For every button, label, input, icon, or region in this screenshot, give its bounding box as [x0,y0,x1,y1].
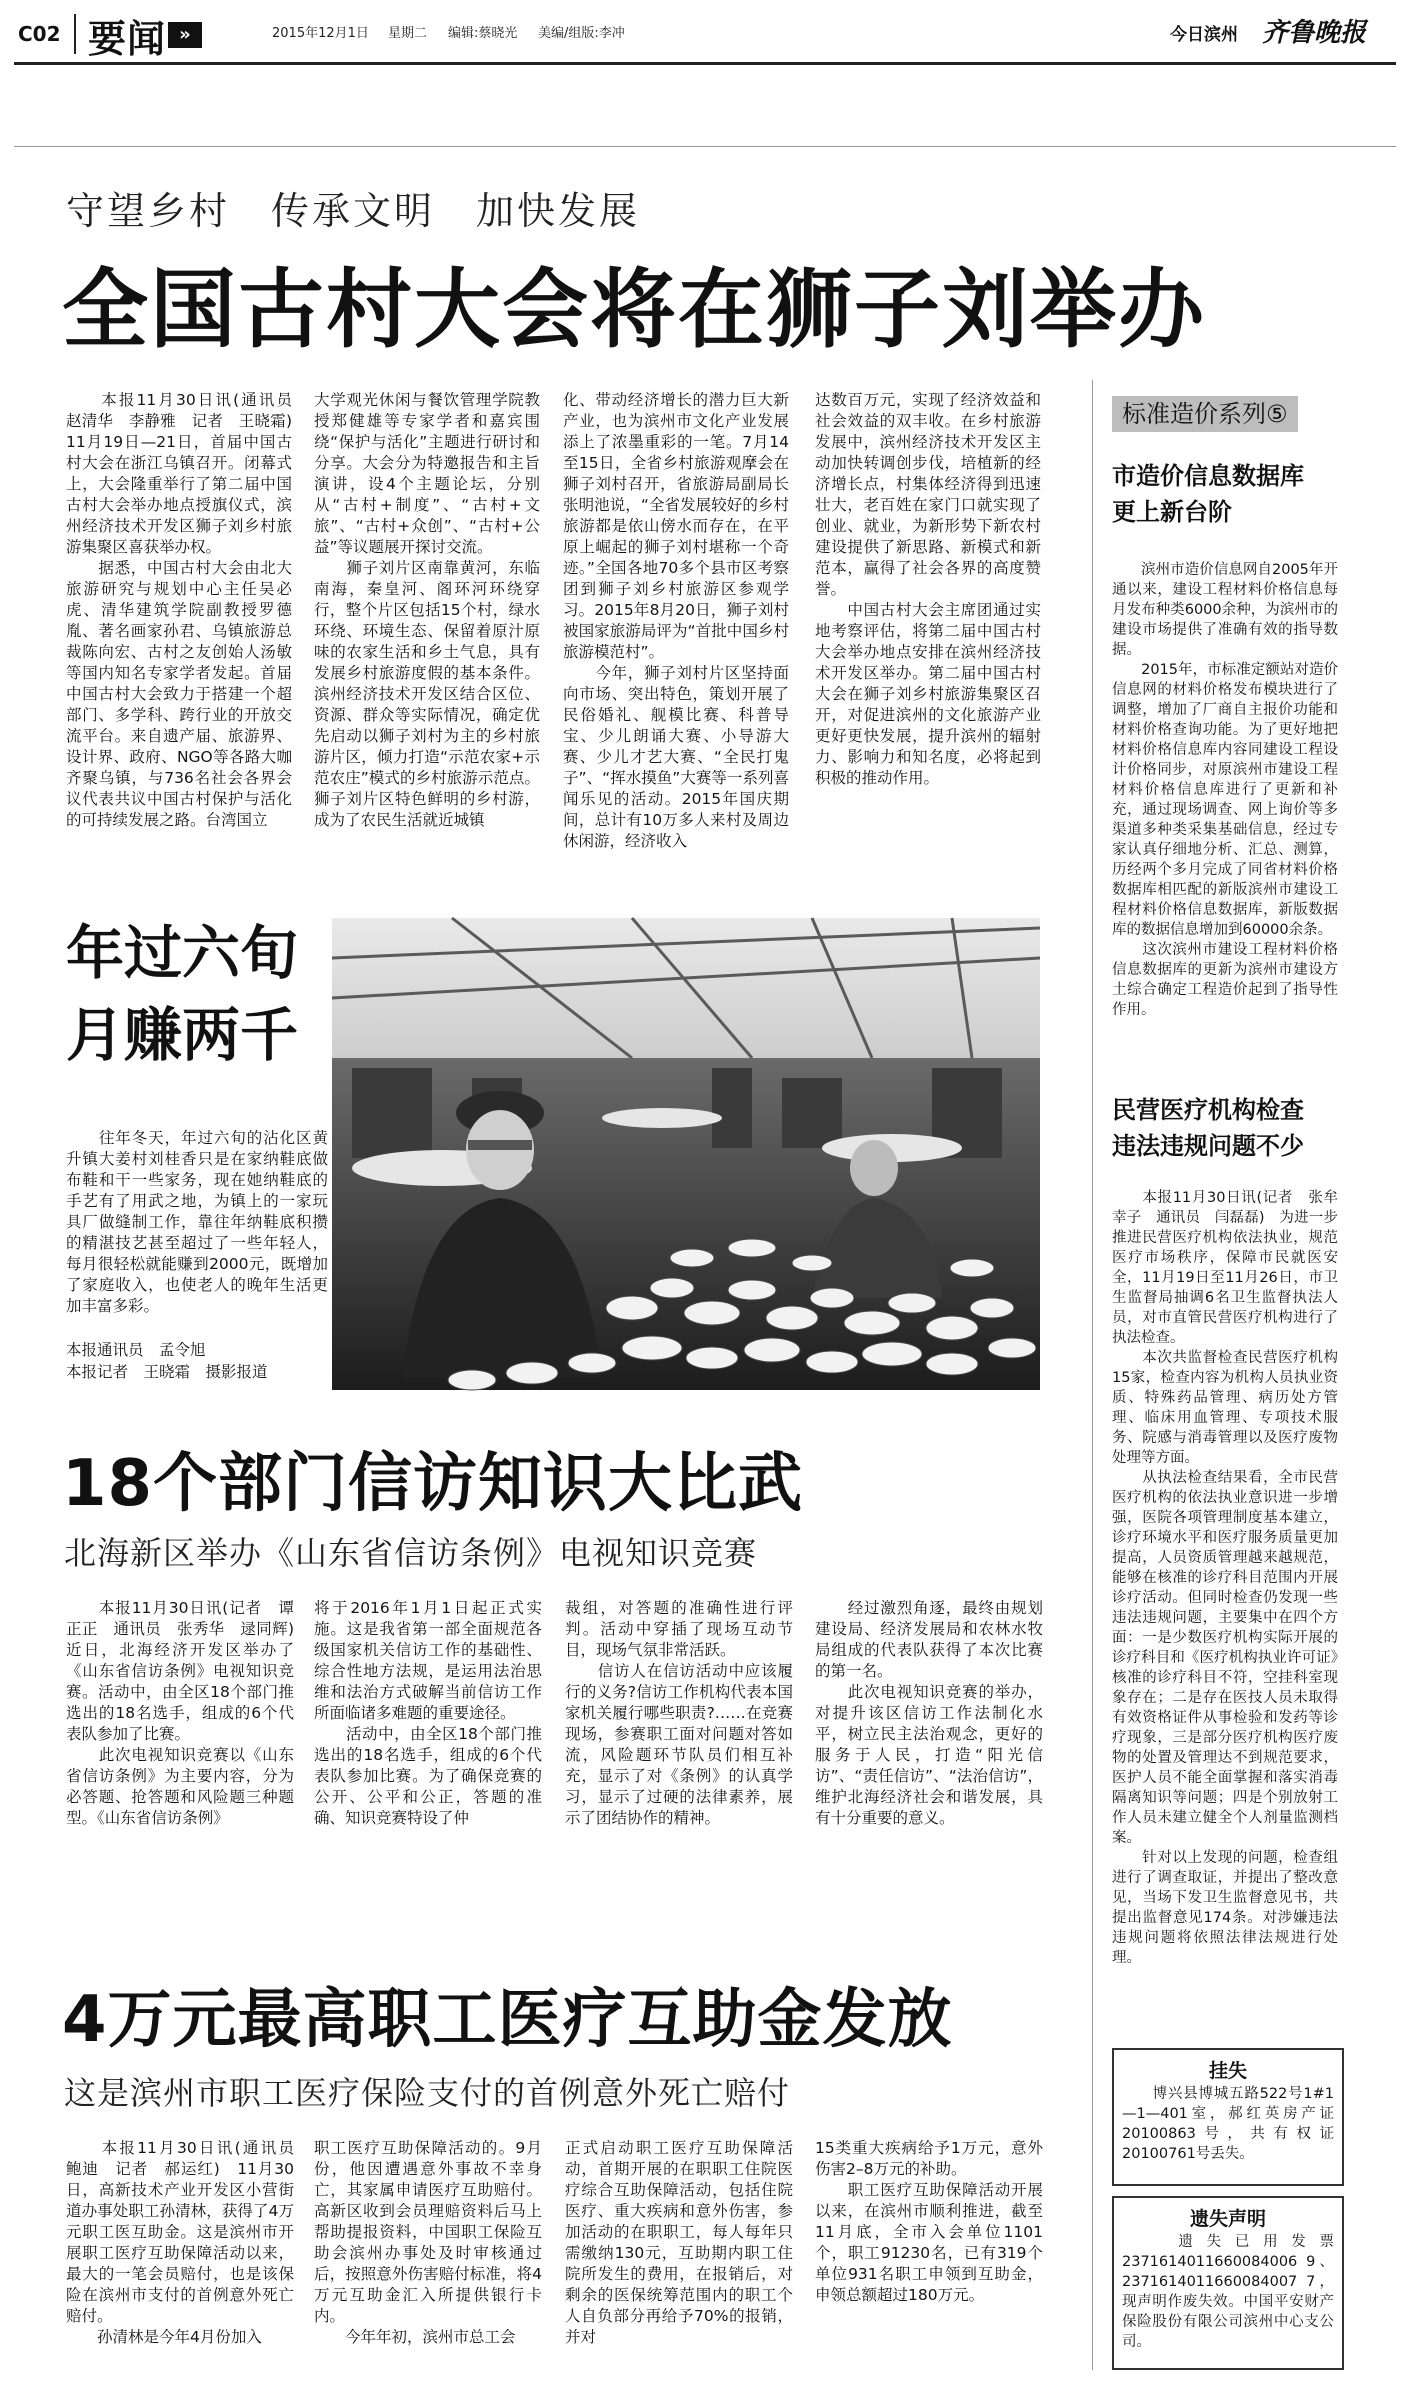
lost-notice-2-body: 遗失已用发票2371614011660084006 9、2371614011660084007 7，现声明作废失效。中国平安财产保险股份有限公司滨州中心支公司。 [1122,2234,1334,2350]
sidebar-article-1-body: 滨州市造价信息网自2005年开通以来，建设工程材料价格信息每月发布种类6000余种，为滨州市的建设市场提供了准确有效的指导数据。 2015年，市标准定额站对造价信息网的材料价格发布模块进行了调整，增加了厂商自主报价功能和材料价格查询功能。为了更好地把材料价格信息库内容同建设工程设计价格同步，对原滨州市建设工程材料价格信息库进行了更新和补充，通过现场调查、网上询价等多渠道多种类采集基础信息，经过专家认真仔细地分析、汇总、测算，历经两个多月完成了同省材料价格数据库相匹配的新版滨州市建设工程材料价格信息数据库，新版数据库的数据信息增加到60000余条。 这次滨州市建设工程材料价格信息数据库的更新为滨州市建设方土综合确定工程造价起到了指导性作用。 [1112,562,1338,1018]
section-title: 要闻 [88,17,167,61]
story2-headline: 18个部门信访知识大比武 [62,1447,804,1521]
brand-logo: 齐鲁晚报 [1262,18,1367,48]
story3-column-4: 15类重大疾病给予1万元，意外伤害2–8万元的补助。 职工医疗互助保障活动开展以来，在滨州市顺利推进，截至11月底，全市入会单位1101个，职工91230名，已有319个单位931名职工申领到互助金，申领总额超过180万元。 [815,2139,1043,2304]
story3-headline: 4万元最高职工医疗互助金发放 [62,1983,953,2057]
feature-body: 往年冬天，年过六旬的沾化区黄升镇大姜村刘桂香只是在家纳鞋底做布鞋和干一些家务，现在她纳鞋底的手艺有了用武之地，为镇上的一家玩具厂做缝制工作，靠往年纳鞋底积攒的精湛技艺甚至超过了一些年轻人，每月很轻松就能赚到2000元，既增加了家庭收入，也使老人的晚年生活更加丰富多彩。 [66,1129,328,1315]
feature-photo [332,918,1040,1390]
feature-byline-1: 本报通讯员 孟令旭 [66,1341,206,1359]
masthead [0,0,1409,70]
feature-title [66,912,366,1076]
lost-notice-1 [1112,2048,1344,2186]
issue-date: 2015年12月1日 [272,26,369,41]
brand-name: 今日滨州 [1170,25,1238,45]
sidebar-article-2-title-line-2: 违法违规问题不少 [1112,1132,1304,1160]
story3-subhead: 这是滨州市职工医疗保险支付的首例意外死亡赔付 [64,2074,791,2112]
story2-column-1: 本报11月30日讯(记者 谭正正 通讯员 张秀华 逯同辉) 近日，北海经济开发区举办了《山东省信访条例》电视知识竞赛。活动中，由全区18个部门推选出的18名选手，组成的6个代表队参加了比赛。 此次电视知识竞赛以《山东省信访条例》为主要内容，分为必答题、抢答题和风险题三种题型。《山东省信访条例》 [66,1599,294,1827]
story3-column-3: 正式启动职工医疗互助保障活动，首期开展的在职职工住院医疗综合互助保障活动，包括住院医疗、重大疾病和意外伤害，参加活动的在职职工，每人每年只需缴纳130元，互助期内职工住院所发生的费用，在报销后，对剩余的医保统筹范围内的职工个人自负部分再给予70%的报销，并对 [565,2139,793,2346]
story2-column-2: 将于2016年1月1日起正式实施。这是我省第一部全面规范各级国家机关信访工作的基础性、综合性地方法规，是运用法治思维和法治方式破解当前信访工作所面临诸多难题的重要途径。 活动中，由全区18个部门推选出的18名选手，组成的6个代表队参加比赛。为了确保竞赛的公开、公平和公正，答题的准确、知识竞赛特设了仲 [314,1599,542,1827]
feature-byline-2: 本报记者 王晓霜 摄影报道 [66,1363,268,1381]
story2-column-4: 经过激烈角逐，最终由规划建设局、经济发展局和农林水牧局组成的代表队获得了本次比赛的第一名。 此次电视知识竞赛的举办，对提升该区信访工作法制化水平，树立民主法治观念，更好的服务于人民，打造“阳光信访”、“责任信访”、“法治信访”，维护北海经济社会和谐发展，具有十分重要的意义。 [815,1599,1043,1827]
lost-notice-2 [1112,2196,1344,2370]
lead-column-3: 化、带动经济增长的潜力巨大新产业，也为滨州市文化产业发展添上了浓墨重彩的一笔。7月14至15日，全省乡村旅游观摩会在狮子刘村召开，省旅游局副局长张明池说，“全省发展较好的乡村旅游都是依山傍水而存在，在平原上崛起的狮子刘村堪称一个奇迹。”全国各地70多个县市区考察团到狮子刘乡村旅游区参观学习。2015年8月20日，狮子刘村被国家旅游局评为“首批中国乡村旅游模范村”。 今年，狮子刘村片区坚持面向市场、突出特色，策划开展了民俗婚礼、舰模比赛、科普导宝、少儿朗诵大赛、小导游大赛、少儿才艺大赛、“全民打鬼子”、“挥水摸鱼”大赛等一系列喜闻乐见的活动。2015年国庆期间，总计有10万多人来村及周边休闲游，经济收入 [563,391,789,850]
sidebar-article-2-title [1112,1092,1304,1164]
sidebar-article-1-title-line-2: 更上新台阶 [1112,498,1232,526]
issue-weekday: 星期二 [388,26,428,41]
series-label: 标准造价系列⑤ [1112,396,1298,432]
lost-notice-2-title: 遗失声明 [1189,2208,1266,2230]
sidebar-article-1-title-line-1: 市造价信息数据库 [1112,462,1304,490]
page-number: C02 [18,22,61,46]
story2-column-3: 裁组，对答题的准确性进行评判。活动中穿插了现场互动节目，现场气氛非常活跃。 信访人在信访活动中应该履行的义务?信访工作机构代表本国家机关履行哪些职责?……在竞赛现场，参赛职工面对问题对答如流，风险题环节队员们相互补充，显示了对《条例》的认真学习，显示了过硬的法律素养，展示了团结协作的精神。 [565,1599,793,1827]
sidebar-article-2-body: 本报11月30日讯(记者 张牟幸子 通讯员 闫磊磊) 为进一步推进民营医疗机构依法执业，规范医疗市场秩序，保障市民就医安全，11月19日至11月26日，市卫生监督局抽调6名卫生监督执法人员，对市直管民营医疗机构进行了执法检查。 本次共监督检查民营医疗机构15家，检查内容为机构人员执业资质、特殊药品管理、病历处方管理、临床用血管理、专项技术服务、院感与消毒管理以及医疗废物处理等方面。 从执法检查结果看，全市民营医疗机构的依法执业意识进一步增强，医院各项管理制度基本建立，诊疗环境水平和医疗服务质量更加提高，人员资质管理越来越规范，能够在核准的诊疗科目范围内开展诊疗活动。但同时检查仍发现一些违法违规问题，主要集中在四个方面：一是少数医疗机构实际开展的诊疗科目和《医疗机构执业许可证》核准的诊疗科目不符，空挂科室现象存在；二是存在医技人员未取得有效资格证件从事检验和发药等诊疗现象，三是部分医疗机构医疗废物的处置及管理达不到规范要求，医护人员不能全面掌握和落实消毒隔离知识等问题；四是个别放射工作人员未建立健全个人剂量监测档案。 针对以上发现的问题，检查组进行了调查取证，并提出了整改意见，当场下发卫生监督意见书，共提出监督意见174条。对涉嫌违法违规问题将依照法律法规进行处理。 [1112,1190,1338,1966]
lead-kicker: 守望乡村 传承文明 加快发展 [66,189,641,233]
story3-column-2: 职工医疗互助保障活动的。9月份，他因遭遇意外事故不幸身亡，其家属申请医疗互助赔付。高新区收到会员理赔资料后马上帮助提报资料，中国职工保险互助会滨州办事处及时审核通过后，按照意外伤害赔付标准，将4万元互助金汇入所提供银行卡内。 今年年初，滨州市总工会 [314,2139,542,2346]
lost-notice-1-title: 挂失 [1208,2060,1247,2082]
sidebar-article-2-title-line-1: 民营医疗机构检查 [1112,1096,1304,1124]
double-chevron-icon: » [168,22,202,48]
lead-column-2: 大学观光休闲与餐饮管理学院教授郑健雄等专家学者和嘉宾围绕“保护与活化”主题进行研讨和分享。大会分为特邀报告和主旨演讲，设4个主题论坛，分别从“古村+制度”、“古村+文旅”、“古村+众创”、“古村+公益”等议题展开探讨交流。 狮子刘片区南靠黄河，东临南海，秦皇河、阁环河环绕穿行，整个片区包括15个村，绿水环绕、环境生态、保留着原汁原味的农家生活和乡土气息，具有发展乡村旅游度假的基本条件。滨州经济技术开发区结合区位、资源、群众等实际情况，确定优先启动以狮子刘村为主的乡村旅游片区，倾力打造“示范农家+示范农庄”模式的乡村旅游示范点。狮子刘片区特色鲜明的乡村游，成为了农民生活就近城镇 [314,391,540,829]
sidebar-article-1-title [1112,458,1304,530]
masthead-rule [14,62,1396,65]
masthead-rule-thin [14,146,1396,147]
lead-column-4: 达数百万元，实现了经济效益和社会效益的双丰收。在乡村旅游发展中，滨州经济技术开发区主动加快转调创步伐，培植新的经济增长点，村集体经济得到迅速壮大，老百姓在家门口就实现了创业、就业，为新形势下新农村建设提供了新思路、新模式和新范本，赢得了社会各界的高度赞誉。 中国古村大会主席团通过实地考察评估，将第二届中国古村大会举办地点安排在滨州经济技术开发区举办。第二届中国古村大会在狮子刘乡村旅游集聚区召开，对促进滨州的文化旅游产业更好更快发展，提升滨州的辐射力、影响力和知名度，必将起到积极的推动作用。 [815,391,1041,787]
lost-notice-1-body: 博兴县博城五路522号1#1—1—401室，郝红英房产证20100863号，共有权证20100761号丢失。 [1122,2086,1334,2162]
designer: 美编/组版:李冲 [538,26,625,41]
story3-column-1: 本报11月30日讯(通讯员 鲍迪 记者 郝运红) 11月30日，高新技术产业开发区小营街道办事处职工孙清林，获得了4万元职工医互助金。这是滨州市开展职工医疗互助保障活动以来，最大的一笔会员赔付，也是该保险在滨州市支付的首例意外死亡赔付。 孙清林是今年4月份加入 [66,2139,294,2346]
story2-subhead: 北海新区举办《山东省信访条例》电视知识竞赛 [64,1534,758,1572]
masthead-separator [74,14,76,54]
feature-title-line-2: 月赚两千 [66,1001,299,1069]
sidebar-divider [1092,380,1093,2370]
lead-headline: 全国古村大会将在狮子刘举办 [62,260,1206,360]
lead-column-1: 本报11月30日讯(通讯员 赵清华 李静雅 记者 王晓霜) 11月19日—21日，首届中国古村大会在浙江乌镇召开。闭幕式上，大会隆重举行了第二届中国古村大会举办地点授旗仪式，滨州经济技术开发区狮子刘乡村旅游集聚区喜获举办权。 据悉，中国古村大会由北大旅游研究与规划中心主任吴必虎、清华建筑学院副教授罗德胤、著名画家孙君、乌镇旅游总裁陈向宏、古村之友创始人汤敏等国内知名专家学者发起。首届中国古村大会致力于搭建一个超部门、多学科、跨行业的开放交流平台。来自遗产届、旅游界、设计界、政府、NGO等各路大咖齐聚乌镇，与736名社会各界会议代表共议中国古村保护与活化的可持续发展之路。台湾国立 [66,391,292,829]
feature-photo-image [332,918,1040,1390]
feature-title-line-1: 年过六旬 [66,919,299,987]
editor: 编辑:蔡晓光 [448,26,518,41]
